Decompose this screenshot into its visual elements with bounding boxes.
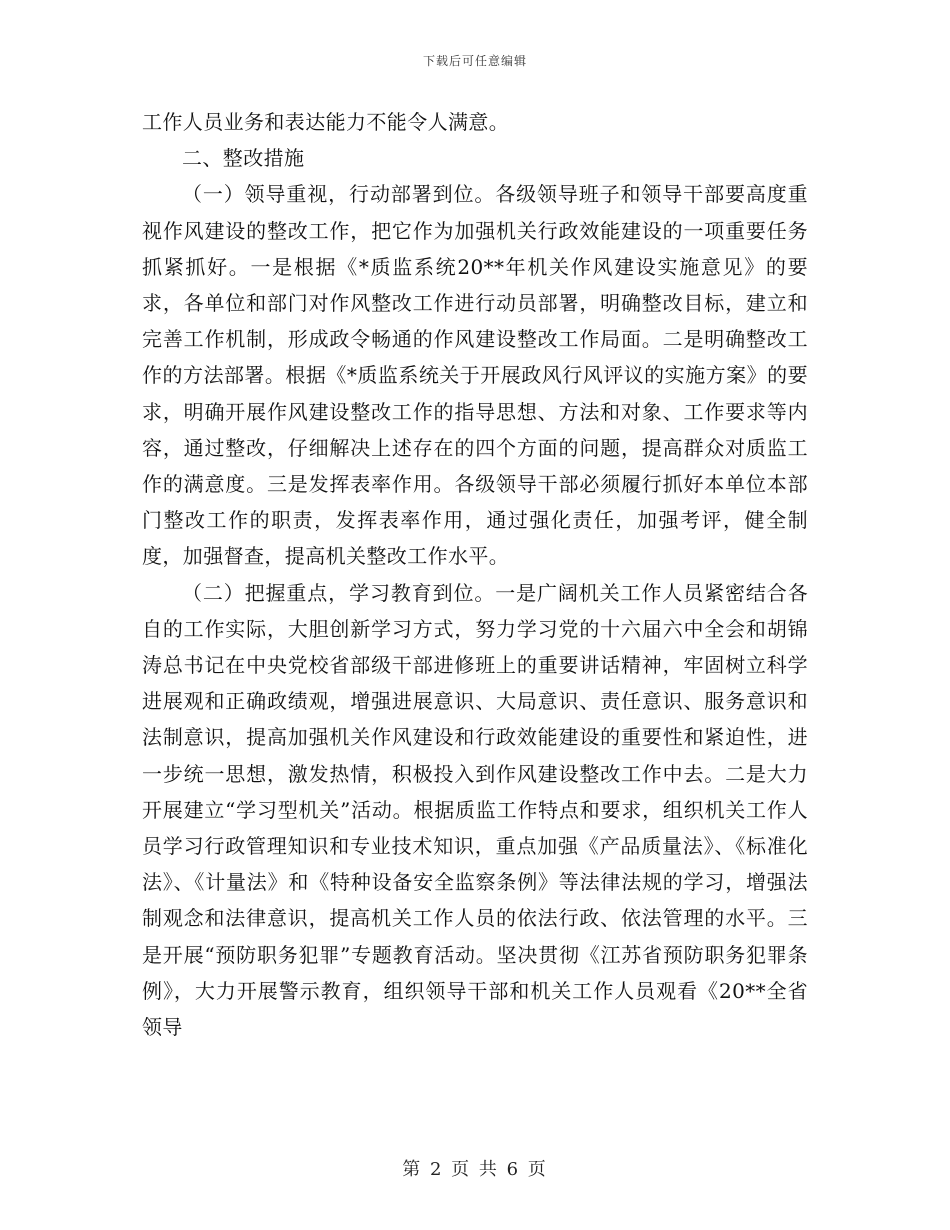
paragraph-measure-1: （一）领导重视，行动部署到位。各级领导班子和领导干部要高度重视作风建设的整改工作，把它作为加强机关行政效能建设的一项重要任务抓紧抓好。一是根据《*质监系统20**年机关作风建设实施意见》的要求，各单位和部门对作风整改工作进行动员部署，明确整改目标，建立和完善工作机制，形成政令畅通的作风建设整改工作局面。二是明确整改工作的方法部署。根据《*质监系统关于开展政风行风评议的实施方案》的要求，明确开展作风建设整改工作的指导思想、方法和对象、工作要求等内容，通过整改，仔细解决上述存在的四个方面的问题，提高群众对质监工作的满意度。三是发挥表率作用。各级领导干部必须履行抓好本单位本部门整改工作的职责，发挥表率作用，通过强化责任，加强考评，健全制度，加强督查，提高机关整改工作水平。 — [142, 182, 808, 569]
paragraph-continuation: 工作人员业务和表达能力不能令人满意。 — [142, 110, 510, 134]
page-number-footer: 第 2 页 共 6 页 — [402, 1159, 548, 1180]
paragraph-measure-2: （二）把握重点，学习教育到位。一是广阔机关工作人员紧密结合各自的工作实际，大胆创新学习方式，努力学习党的十六届六中全会和胡锦涛总书记在中央党校省部级干部进修班上的重要讲话精神，牢固树立科学进展观和正确政绩观，增强进展意识、大局意识、责任意识、服务意识和法制意识，提高加强机关作风建设和行政效能建设的重要性和紧迫性，进一步统一思想，激发热情，积极投入到作风建设整改工作中去。二是大力开展建立“学习型机关”活动。根据质监工作特点和要求，组织机关工作人员学习行政管理知识和专业技术知识，重点加强《产品质量法》、《标准化法》、《计量法》和《特种设备安全监察条例》等法律法规的学习，增强法制观念和法律意识，提高机关工作人员的依法行政、依法管理的水平。三是开展“预防职务犯罪”专题教育活动。坚决贯彻《江苏省预防职务犯罪条例》，大力开展警示教育，组织领导干部和机关工作人员观看《20**全省领导 — [142, 580, 808, 1040]
page-header: 下载后可任意编辑 — [422, 54, 527, 68]
section-heading: 二、整改措施 — [182, 146, 305, 171]
document-body — [142, 104, 808, 1045]
